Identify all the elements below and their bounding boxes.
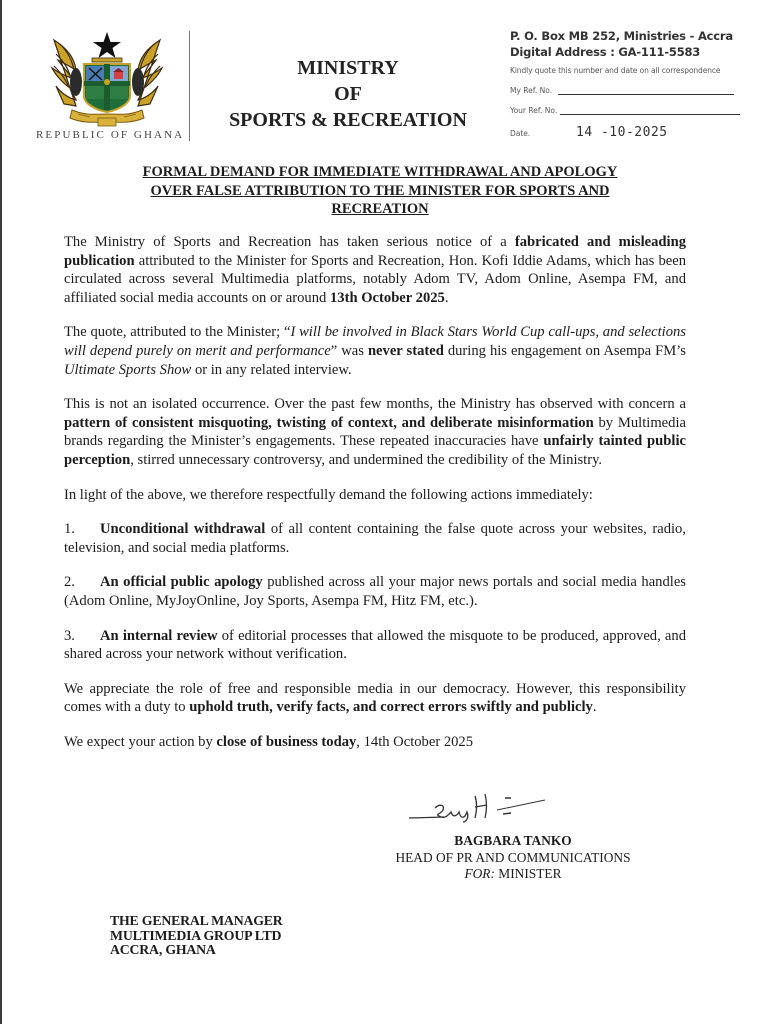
text: . <box>592 699 597 716</box>
postal-address: P. O. Box MB 252, Ministries - Accra <box>510 29 733 43</box>
my-ref-label: My Ref. No. <box>510 86 553 95</box>
text: by Multimedia brands regarding the Minister’s engagements. These repeated inaccuracies have <box>64 414 686 450</box>
paragraph-quote <box>64 323 686 379</box>
text: . <box>444 289 449 306</box>
for-label: FOR: <box>464 866 495 881</box>
ministry-line: SPORTS & RECREATION <box>229 109 467 131</box>
addressee-block <box>110 914 283 958</box>
paragraph-demand-intro: In light of the above, we therefore respectfully demand the following actions immediately: <box>64 486 593 503</box>
demand-item <box>64 627 686 664</box>
paragraph-pattern <box>64 395 686 469</box>
demand-item <box>64 520 686 557</box>
my-ref-row <box>510 86 758 95</box>
signatory-name: BAGBARA TANKO <box>454 833 572 848</box>
date-value: 14 -10-2025 <box>576 125 668 140</box>
text: or in any related interview. <box>191 361 352 378</box>
signature-icon <box>405 790 555 830</box>
text: , stirred unnecessary controversy, and undermined the credibility of the Ministry. <box>130 451 603 468</box>
subject-line: RECREATION <box>331 201 429 217</box>
paragraph-notice <box>64 233 686 307</box>
ministry-line: MINISTRY <box>297 57 399 79</box>
page-edge <box>0 0 2 1024</box>
text: The Ministry of Sports and Recreation has taken serious notice of a <box>64 234 515 250</box>
emphasis: fabricated and misleading publication <box>64 234 686 269</box>
addressee-line: MULTIMEDIA GROUP LTD <box>110 927 282 943</box>
letter-body <box>64 233 686 767</box>
item-number: 2. <box>64 574 75 591</box>
ministry-name <box>200 55 496 133</box>
your-ref-label: Your Ref. No. <box>510 106 558 115</box>
ministry-line: OF <box>334 83 362 105</box>
text: of all content containing the false quote across your websites, radio, television, and social media platforms. <box>64 521 686 556</box>
demand-item <box>64 573 686 610</box>
signatory-for <box>380 866 646 883</box>
country-label: REPUBLIC OF GHANA <box>36 129 185 141</box>
your-ref-line <box>560 113 740 115</box>
text: attributed to the Minister for Sports and Recreation, Hon. Kofi Iddie Adams, which has been circulated across several Multimedia platforms, notably Adom TV, Adom Online, Asempa FM, and affiliated social media accounts on or around <box>64 252 686 306</box>
letterhead-divider <box>189 31 190 141</box>
item-number: 1. <box>64 521 75 538</box>
addressee-line: THE GENERAL MANAGER <box>110 913 283 928</box>
text: published across all your major news portals and social media handles (Adom Online, MyJoyOnline, Joy Sports, Asempa FM, Hitz FM, etc.). <box>64 574 686 609</box>
emphasis: never stated <box>367 342 444 359</box>
emphasis: Unconditional withdrawal <box>100 521 266 538</box>
digital-address: Digital Address : GA-111-5583 <box>510 45 701 59</box>
addressee-line: ACCRA, GHANA <box>110 942 216 957</box>
emphasis: pattern of consistent misquoting, twisting of context, and deliberate misinformation <box>64 414 594 431</box>
paragraph-deadline <box>64 733 686 752</box>
quoted-statement: I will be involved in Black Stars World Cup call-ups, and selections will depend purely on merit and performance <box>64 324 686 359</box>
emphasis: An internal review <box>100 627 218 644</box>
paragraph-media-role <box>64 680 686 717</box>
quote-note: Kindly quote this number and date on all correspondence <box>510 66 721 75</box>
signatory-block <box>380 833 646 883</box>
item-number: 3. <box>64 627 75 644</box>
date-row <box>510 125 758 140</box>
text: We expect your action by <box>64 733 217 750</box>
emphasis: uphold truth, verify facts, and correct errors swiftly and publicly <box>189 699 593 716</box>
emphasis: close of business today <box>216 733 357 750</box>
text: This is not an isolated occurrence. Over the past few months, the Ministry has observed with concern a <box>64 396 686 413</box>
emphasis: An official public apology <box>100 574 263 591</box>
subject-line: OVER FALSE ATTRIBUTION TO THE MINISTER FOR SPORTS AND <box>150 182 610 199</box>
contact-block <box>510 28 758 140</box>
letter-subject <box>100 163 660 219</box>
your-ref-row <box>510 106 758 115</box>
text: We appreciate the role of free and responsible media in our democracy. However, this responsibility comes with a duty to <box>64 680 686 716</box>
my-ref-line <box>558 93 734 95</box>
coat-of-arms-icon <box>46 30 168 130</box>
text: , 14th October 2025 <box>356 733 474 750</box>
subject-line: FORMAL DEMAND FOR IMMEDIATE WITHDRAWAL AND APOLOGY <box>142 164 618 180</box>
text: during his engagement on Asempa FM’s <box>443 342 686 359</box>
date-label: Date. <box>510 129 531 138</box>
text: of editorial processes that allowed the misquote to be produced, approved, and shared across your network without verification. <box>64 627 686 663</box>
show-title: Ultimate Sports Show <box>64 361 192 378</box>
for-value: MINISTER <box>494 866 562 881</box>
signatory-title: HEAD OF PR AND COMMUNICATIONS <box>395 849 631 865</box>
text: ” was <box>330 342 368 359</box>
emphasis: unfairly tainted public perception <box>64 433 686 468</box>
emphasis-date: 13th October 2025 <box>329 289 445 306</box>
text: The quote, attributed to the Minister; “ <box>64 324 291 341</box>
